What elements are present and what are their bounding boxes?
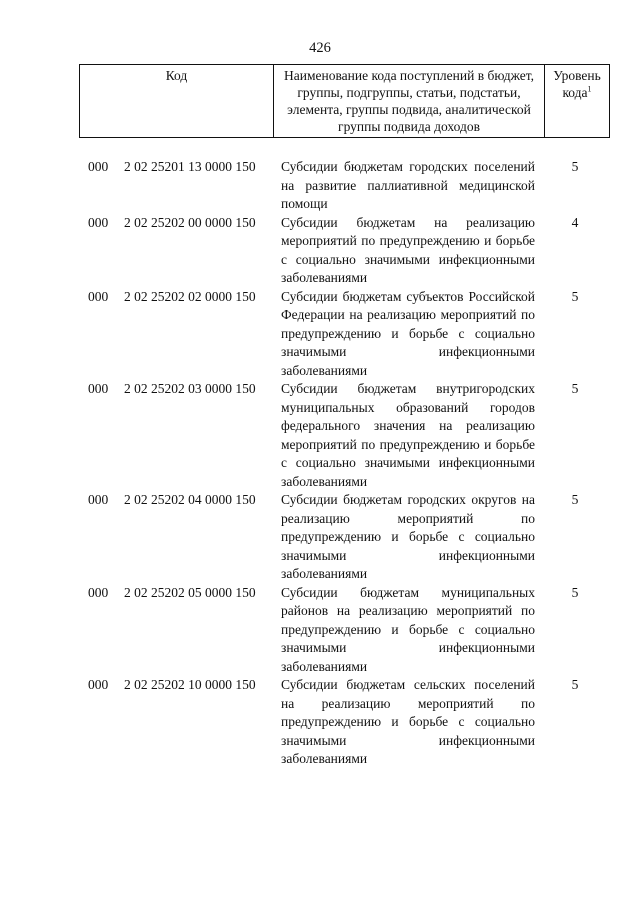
row-level: 5 [571,159,579,174]
table-row [0,214,640,288]
table-row [0,676,640,769]
row-prefix: 000 [88,677,109,692]
row-level: 5 [571,677,579,692]
row-prefix: 000 [88,159,109,174]
table-row [0,288,640,381]
row-prefix: 000 [88,288,109,304]
header-level-footnote: 1 [587,84,592,94]
row-name: Субсидии бюджетам городских поселений на развитие паллиативной медицинской помощи [281,159,535,211]
row-name: Субсидии бюджетам городских округов на реализацию мероприятий по предупреждению и борьбе с социально значимыми инфекционными заболеваниями [281,492,535,581]
row-name: Субсидии бюджетам на реализацию мероприятий по предупреждению и борьбе с социально значимыми инфекционными заболеваниями [281,214,535,285]
header-level-tail: а [581,85,588,100]
table-row [0,158,640,214]
page-number: 426 [309,40,331,56]
table-row [0,584,640,677]
row-level: 5 [571,492,579,507]
table-header [79,64,610,138]
header-code-cell [80,65,274,137]
row-prefix: 000 [88,492,109,507]
row-prefix: 000 [88,584,109,600]
row-name: Субсидии бюджетам субъектов Российской Федерации на реализацию мероприятий по предупреждению и борьбе с социально значимыми инфекционными заболеваниями [281,288,535,378]
header-name-cell [274,65,545,137]
row-code: 2 02 25202 05 0000 150 [124,584,256,600]
header-name-label: Наименование кода поступлений в бюджет, группы, подгруппы, статьи, подстатьи, элемента, группы подвида, аналитической группы подвида доходов [283,68,534,134]
row-code: 2 02 25202 02 0000 150 [124,288,256,304]
header-level-cell [545,65,609,137]
row-prefix: 000 [88,381,109,396]
row-name: Субсидии бюджетам муниципальных районов на реализацию мероприятий по предупреждению и борьбе с социально значимыми инфекционными заболеваниями [281,584,535,674]
table-row [0,491,640,584]
row-name: Субсидии бюджетам сельских поселений на реализацию мероприятий по предупреждению и борьбе с социально значимыми инфекционными заболеваниями [281,677,535,766]
row-prefix: 000 [88,214,109,230]
row-level: 5 [571,584,579,600]
row-code: 2 02 25202 04 0000 150 [124,492,256,507]
header-level-text: Уровень код [553,68,601,100]
header-level-label [547,67,607,101]
row-level: 5 [571,381,579,396]
header-code-label: Код [165,68,188,83]
table-row [0,380,640,491]
row-code: 2 02 25202 00 0000 150 [124,214,256,230]
row-name: Субсидии бюджетам внутригородских муниципальных образований городов федерального значения на реализацию мероприятий по предупреждению и борьбе с социально значимыми инфекционными заболеваниями [281,381,535,489]
row-code: 2 02 25201 13 0000 150 [124,159,256,174]
row-level: 5 [571,288,579,304]
row-code: 2 02 25202 03 0000 150 [124,381,256,396]
row-code: 2 02 25202 10 0000 150 [124,677,256,692]
row-level: 4 [571,214,579,230]
table-body [0,158,640,769]
